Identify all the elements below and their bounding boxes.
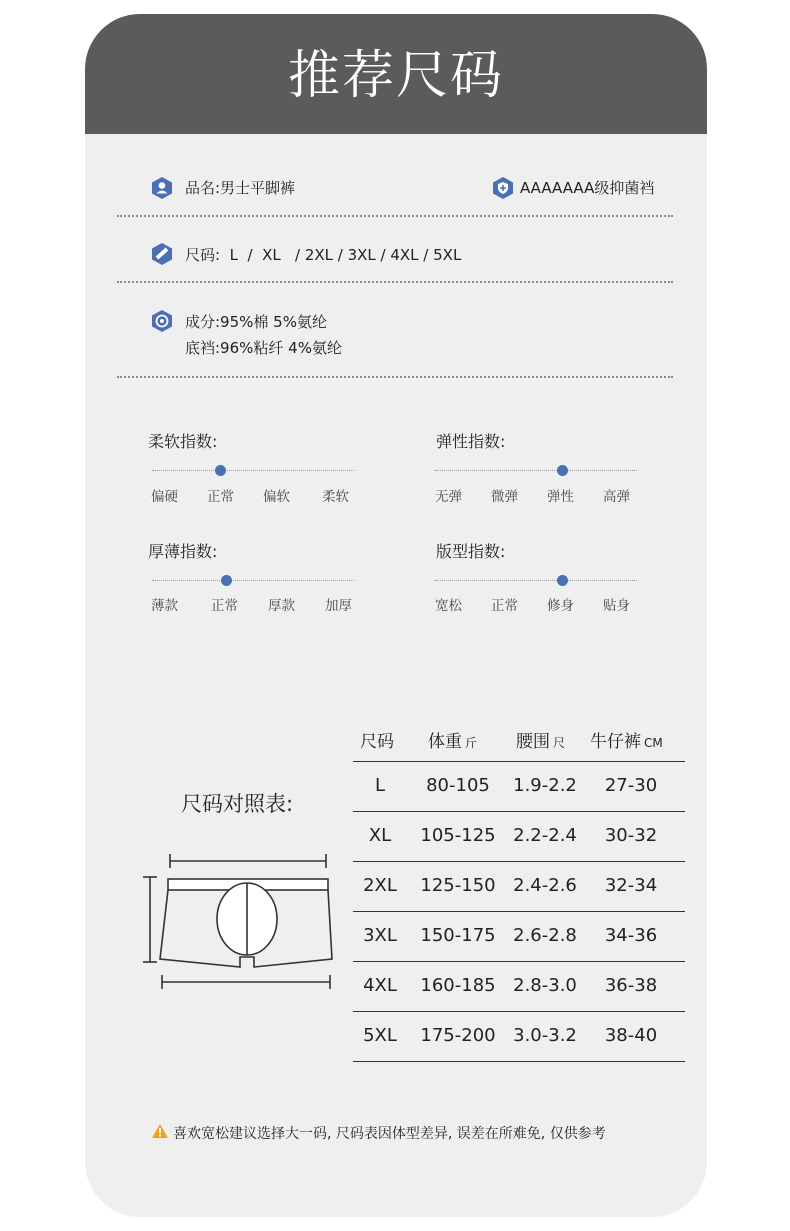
- table-cell: L: [374, 775, 386, 796]
- index-label: 微弹: [491, 489, 518, 505]
- table-cell: 105-125: [420, 825, 496, 846]
- table-cell: 2XL: [363, 875, 397, 896]
- table-cell: 1.9-2.2: [513, 775, 577, 796]
- product-name: 品名:男士平脚裤: [185, 179, 296, 197]
- index-label: 宽松: [435, 598, 462, 614]
- index-label: 贴身: [603, 598, 630, 614]
- table-cell: 3XL: [363, 925, 397, 946]
- table-cell: 34-36: [604, 925, 658, 946]
- index-label: 高弹: [603, 489, 630, 505]
- dotted-divider: [117, 281, 673, 283]
- index-title: 柔软指数:: [148, 432, 218, 451]
- table-cell: 160-185: [420, 975, 496, 996]
- index-track: [435, 470, 637, 471]
- table-cell: 30-32: [604, 825, 658, 846]
- table-cell: 5XL: [363, 1025, 397, 1046]
- index-track: [152, 580, 354, 581]
- index-label: 修身: [547, 598, 574, 614]
- size-chart-title: 尺码对照表:: [181, 792, 294, 816]
- index-title: 版型指数:: [436, 542, 506, 561]
- table-row-divider: [353, 911, 685, 912]
- size-range: 尺码: L / XL / 2XL / 3XL / 4XL / 5XL: [185, 246, 462, 264]
- size-card: [85, 14, 707, 1217]
- table-row-divider: [353, 1011, 685, 1012]
- table-cell: 150-175: [420, 925, 496, 946]
- table-cell: 4XL: [363, 975, 397, 996]
- table-cell: 2.6-2.8: [513, 925, 577, 946]
- shield-hexagon-icon: [492, 176, 514, 200]
- material-composition: 成分:95%棉 5%氨纶: [185, 313, 327, 331]
- page-title: 推荐尺码: [287, 46, 504, 106]
- table-cell: 36-38: [604, 975, 658, 996]
- index-label: 正常: [491, 598, 518, 614]
- table-cell: 3.0-3.2: [513, 1025, 577, 1046]
- table-row-divider: [353, 1061, 685, 1062]
- index-label: 薄款: [151, 598, 178, 614]
- header-bar: [85, 14, 707, 134]
- table-cell: 2.8-3.0: [513, 975, 577, 996]
- table-row-divider: [353, 961, 685, 962]
- index-knob: [215, 465, 226, 476]
- table-cell: 32-34: [604, 875, 658, 896]
- person-hexagon-icon: [151, 176, 173, 200]
- column-header-waist: 腰围 尺: [516, 732, 566, 752]
- column-header-jeans: 牛仔裤 CM: [590, 732, 663, 752]
- gusset-composition: 底裆:96%粘纤 4%氨纶: [185, 339, 342, 357]
- dotted-divider: [117, 215, 673, 217]
- index-knob: [557, 465, 568, 476]
- table-row-divider: [353, 861, 685, 862]
- table-cell: 175-200: [420, 1025, 496, 1046]
- index-label: 加厚: [325, 598, 352, 614]
- index-track: [152, 470, 354, 471]
- index-track: [435, 580, 637, 581]
- index-title: 厚薄指数:: [148, 542, 218, 561]
- index-label: 正常: [207, 489, 234, 505]
- index-label: 正常: [211, 598, 238, 614]
- table-cell: 2.4-2.6: [513, 875, 577, 896]
- column-header-size: 尺码: [360, 732, 394, 752]
- table-cell: 27-30: [604, 775, 658, 796]
- table-cell: XL: [368, 825, 392, 846]
- index-label: 柔软: [322, 489, 349, 505]
- index-label: 偏硬: [151, 489, 178, 505]
- index-label: 弹性: [547, 489, 574, 505]
- table-cell: 125-150: [420, 875, 496, 896]
- column-header-weight: 体重 斤: [428, 732, 478, 752]
- warning-icon: [151, 1123, 169, 1139]
- table-row-divider: [353, 761, 685, 762]
- table-cell: 80-105: [426, 775, 490, 796]
- index-title: 弹性指数:: [436, 432, 506, 451]
- antibacterial-grade: AAAAAAA级抑菌裆: [520, 179, 655, 197]
- index-label: 无弹: [435, 489, 462, 505]
- table-cell: 38-40: [604, 1025, 658, 1046]
- index-knob: [557, 575, 568, 586]
- index-label: 偏软: [263, 489, 290, 505]
- dotted-divider: [117, 376, 673, 378]
- index-knob: [221, 575, 232, 586]
- table-cell: 2.2-2.4: [513, 825, 577, 846]
- swirl-hexagon-icon: [151, 309, 173, 333]
- boxer-diagram: [130, 849, 340, 999]
- ruler-hexagon-icon: [151, 242, 173, 266]
- disclaimer-note: 喜欢宽松建议选择大一码, 尺码表因体型差异, 误差在所难免, 仅供参考: [173, 1126, 606, 1142]
- index-label: 厚款: [268, 598, 295, 614]
- table-row-divider: [353, 811, 685, 812]
